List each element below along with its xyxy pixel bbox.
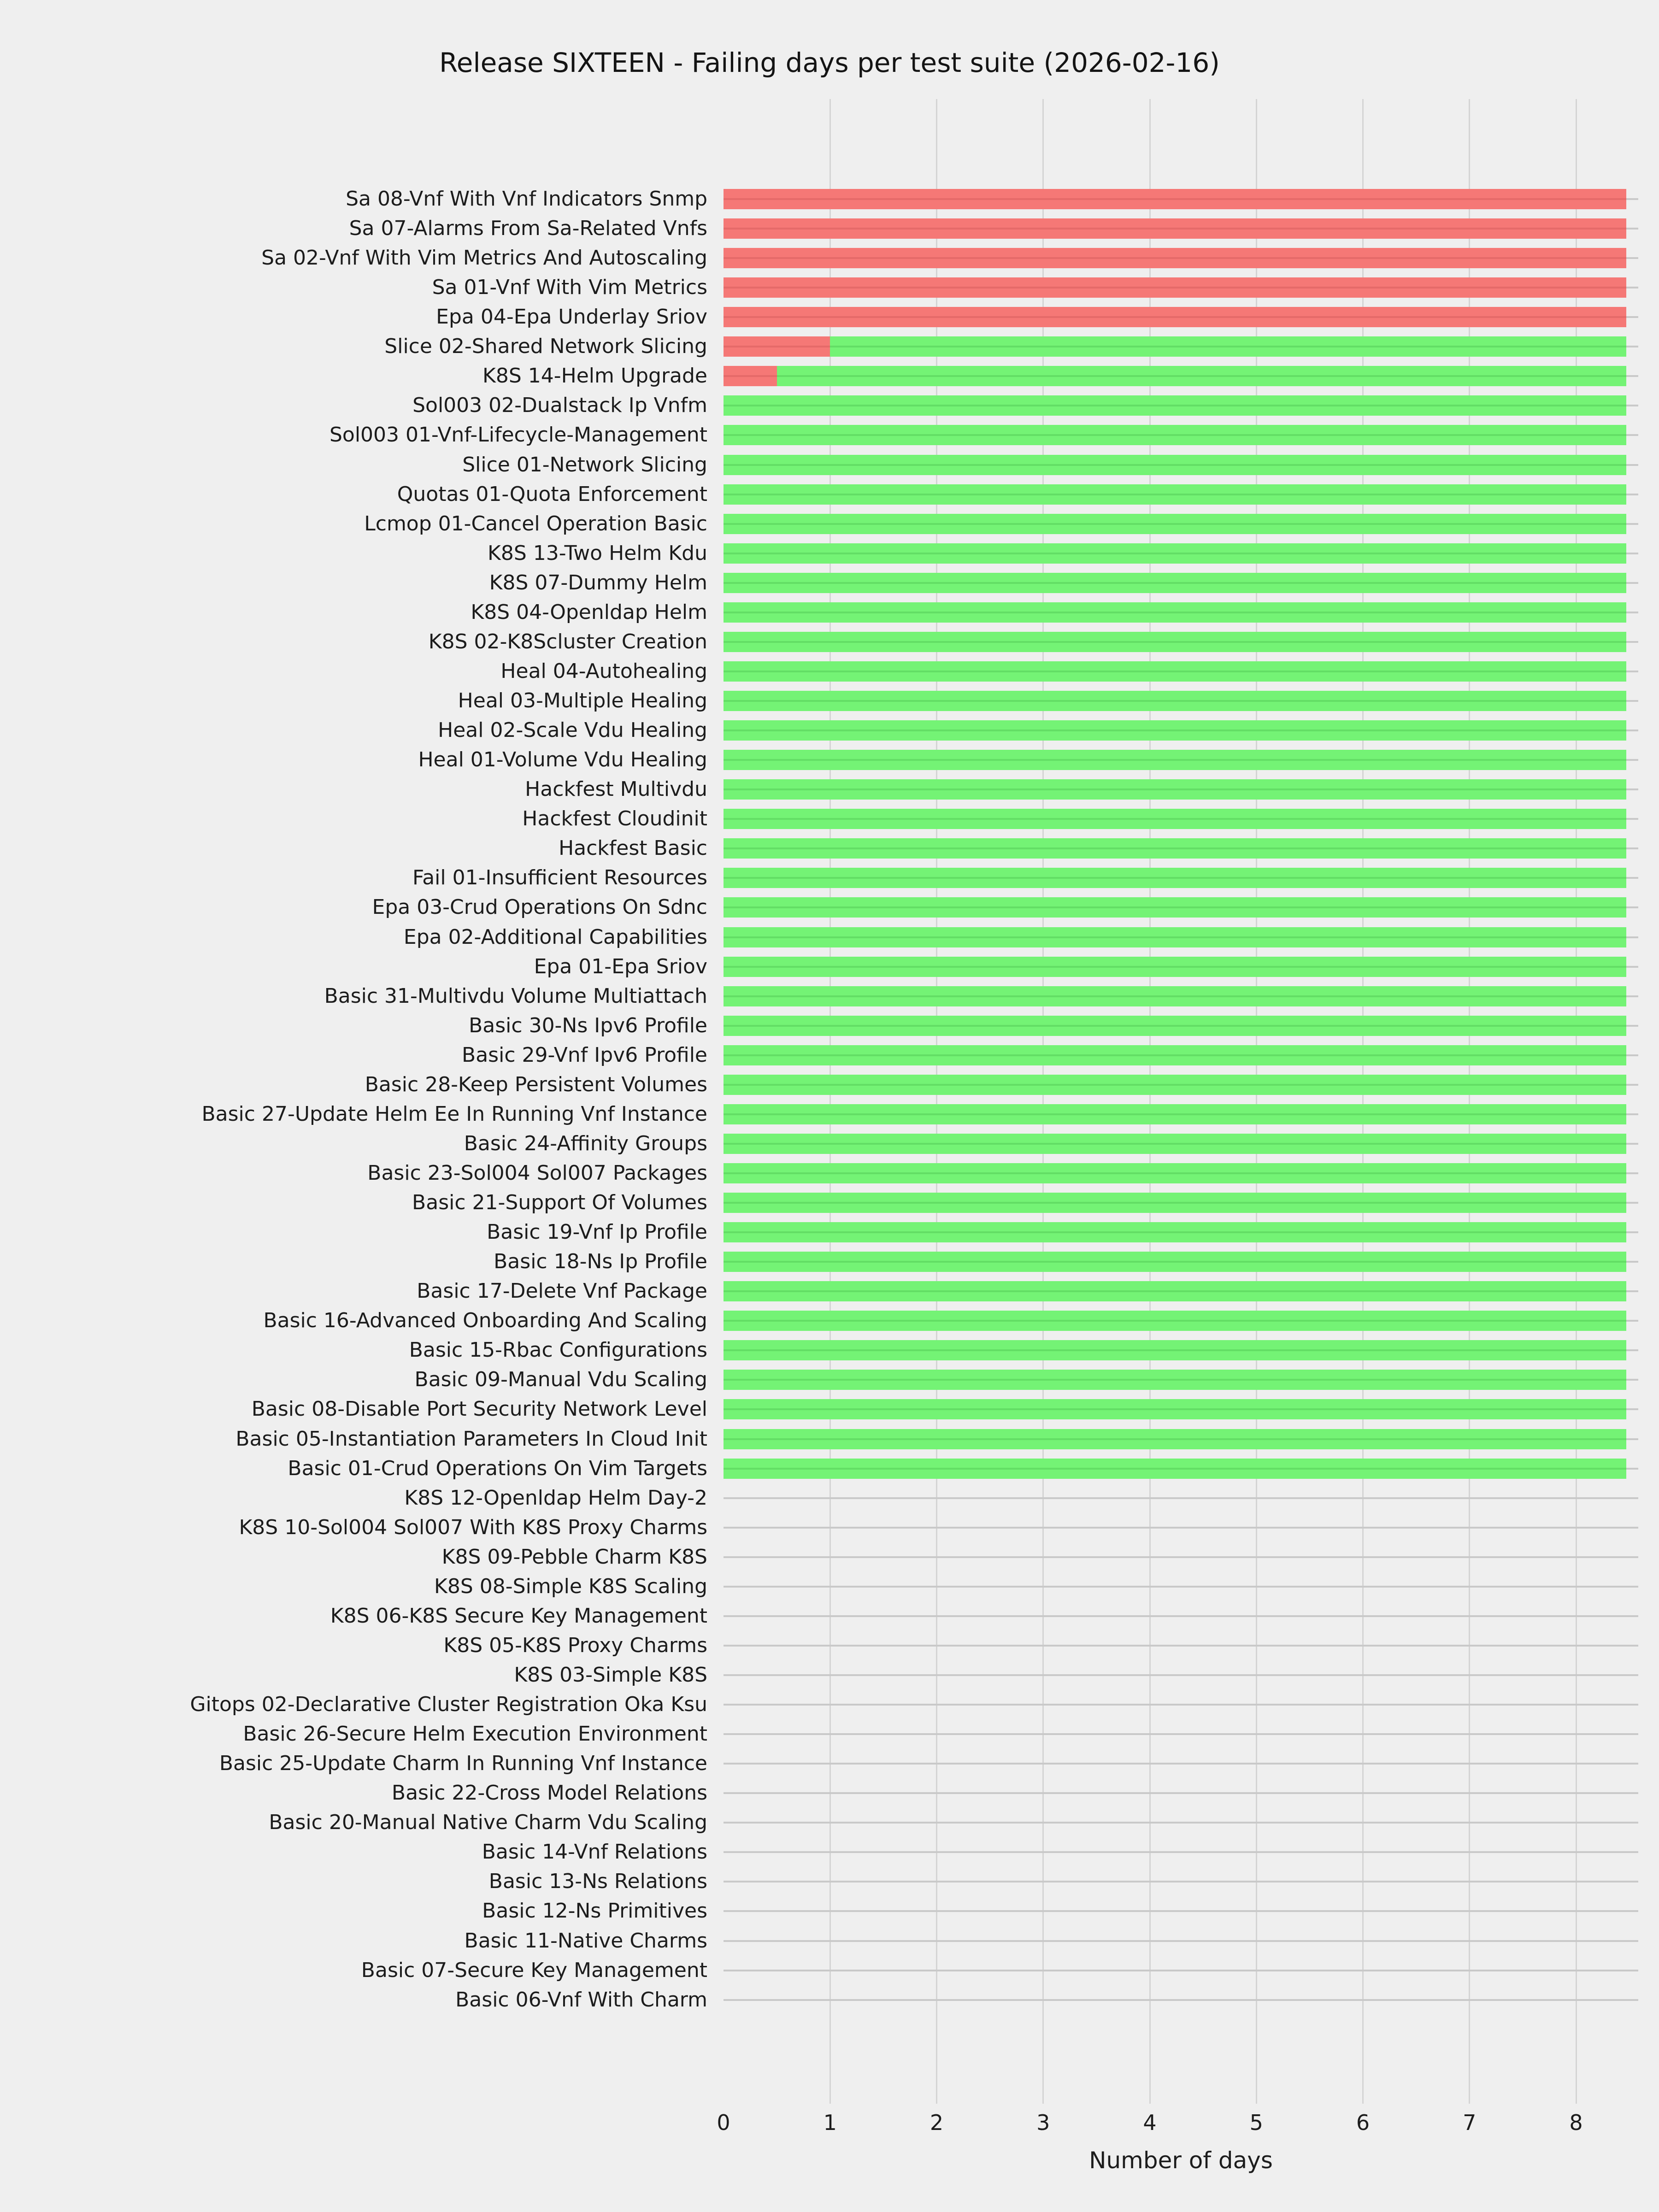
bar-segment-green [724,1045,1626,1065]
category-gridline [724,1881,1638,1883]
category-gridline [724,1497,1638,1499]
suite-label: Sol003 01-Vnf-Lifecycle-Management [329,423,707,447]
bar-segment-red [724,218,1626,239]
bar-segment-green [724,1370,1626,1390]
suite-label: Heal 03-Multiple Healing [458,689,707,713]
bar-segment-green [724,986,1626,1006]
suite-label: Hackfest Basic [559,836,707,860]
suite-label: Basic 25-Update Charm In Running Vnf Instance [219,1752,707,1776]
suite-label: K8S 03-Simple K8S [514,1663,707,1687]
category-gridline [724,1763,1638,1765]
suite-label: Quotas 01-Quota Enforcement [397,482,707,506]
x-tick-label: 7 [1463,2110,1477,2135]
x-tick-label: 5 [1249,2110,1263,2135]
category-gridline [724,1999,1638,2001]
category-gridline [724,1851,1638,1853]
bar-segment-green [724,661,1626,682]
bar-segment-green [724,395,1626,416]
bar-segment-green [724,1281,1626,1301]
bar-segment-green [724,602,1626,623]
suite-label: Basic 30-Ns Ipv6 Profile [469,1013,707,1037]
x-tick-label: 6 [1356,2110,1370,2135]
suite-label: K8S 08-Simple K8S Scaling [434,1574,707,1598]
suite-label: K8S 07-Dummy Helm [489,571,707,594]
bar-segment-green [724,573,1626,593]
bar-segment-green [724,1163,1626,1183]
category-gridline [724,1792,1638,1794]
suite-label: Sa 08-Vnf With Vnf Indicators Snmp [346,187,707,211]
suite-label: Basic 28-Keep Persistent Volumes [365,1072,707,1096]
suite-label: Basic 13-Ns Relations [488,1870,707,1894]
suite-label: Basic 24-Affinity Groups [464,1131,707,1155]
category-gridline [724,1586,1638,1588]
category-gridline [724,1704,1638,1706]
bar-segment-green [724,957,1626,977]
bar-segment-green [724,1193,1626,1213]
suite-label: Basic 27-Update Helm Ee In Running Vnf Instance [201,1102,707,1126]
suite-label: Basic 15-Rbac Configurations [409,1338,707,1362]
suite-label: Basic 29-Vnf Ipv6 Profile [462,1043,707,1067]
suite-label: K8S 12-Openldap Helm Day-2 [404,1486,707,1510]
suite-label: Lcmop 01-Cancel Operation Basic [364,512,707,535]
bar-segment-green [724,897,1626,918]
x-tick-label: 1 [823,2110,837,2135]
suite-label: Basic 08-Disable Port Security Network Level [251,1397,707,1421]
category-gridline [724,1556,1638,1558]
bar-segment-green [724,1222,1626,1242]
suite-label: Basic 05-Instantiation Parameters In Cloud Init [235,1427,707,1451]
suite-label: Basic 09-Manual Vdu Scaling [414,1368,707,1392]
plot-area [724,99,1638,2104]
suite-label: Basic 26-Secure Helm Execution Environment [243,1722,707,1746]
x-tick-label: 8 [1569,2110,1583,2135]
suite-label: Epa 01-Epa Sriov [534,954,707,978]
bar-segment-green [724,425,1626,445]
bar-segment-green [724,1429,1626,1449]
bar-segment-red [724,189,1626,209]
bar-segment-green [777,366,1626,386]
bar-segment-green [724,691,1626,711]
bar-segment-green [724,1311,1626,1331]
suite-label: Epa 03-Crud Operations On Sdnc [372,895,707,919]
bar-segment-green [724,809,1626,829]
suite-label: Basic 11-Native Charms [464,1929,707,1953]
suite-label: K8S 10-Sol004 Sol007 With K8S Proxy Charms [239,1515,707,1539]
suite-label: K8S 06-K8S Secure Key Management [330,1604,707,1628]
bar-segment-green [724,868,1626,888]
bar-segment-green [724,1399,1626,1419]
category-gridline [724,1674,1638,1676]
suite-label: Heal 02-Scale Vdu Healing [438,718,707,742]
suite-label: Basic 19-Vnf Ip Profile [487,1220,707,1244]
suite-label: K8S 05-K8S Proxy Charms [443,1633,707,1657]
suite-label: K8S 02-K8Scluster Creation [428,629,707,653]
suite-label: Basic 16-Advanced Onboarding And Scaling [263,1309,707,1333]
category-gridline [724,1970,1638,1971]
suite-label: Basic 20-Manual Native Charm Vdu Scaling [269,1811,707,1835]
category-gridline [724,1910,1638,1912]
suite-label: Slice 01-Network Slicing [462,453,707,477]
bar-segment-green [724,1459,1626,1479]
category-gridline [724,1645,1638,1647]
bar-segment-green [724,1075,1626,1095]
suite-label: Gitops 02-Declarative Cluster Registration Oka Ksu [190,1693,707,1717]
bar-segment-red [724,336,830,357]
suite-label: K8S 04-Openldap Helm [471,600,707,624]
suite-label: Basic 31-Multivdu Volume Multiattach [324,984,707,1008]
suite-label: Sa 01-Vnf With Vim Metrics [432,276,707,300]
suite-label: Basic 14-Vnf Relations [482,1840,707,1864]
x-tick-label: 4 [1143,2110,1157,2135]
suite-label: Epa 04-Epa Underlay Sriov [436,305,707,329]
bar-segment-green [724,1016,1626,1036]
bar-segment-green [724,484,1626,505]
suite-label: Basic 06-Vnf With Charm [455,1988,707,2012]
bar-segment-green [724,750,1626,770]
bar-segment-green [830,336,1626,357]
suite-label: Heal 04-Autohealing [500,659,707,683]
suite-label: Basic 22-Cross Model Relations [391,1781,707,1805]
bar-segment-green [724,514,1626,534]
y-axis-labels [0,0,707,2212]
bar-segment-green [724,543,1626,564]
suite-label: Basic 07-Secure Key Management [361,1958,707,1982]
suite-label: Hackfest Cloudinit [522,807,707,831]
bar-segment-green [724,779,1626,800]
bar-segment-green [724,455,1626,475]
bar-segment-green [724,1104,1626,1124]
suite-label: Basic 17-Delete Vnf Package [417,1279,707,1303]
x-tick-label: 3 [1036,2110,1050,2135]
suite-label: Sa 02-Vnf With Vim Metrics And Autoscaling [261,246,707,270]
suite-label: Heal 01-Volume Vdu Healing [418,748,707,772]
suite-label: Sa 07-Alarms From Sa-Related Vnfs [349,217,707,241]
suite-label: Hackfest Multivdu [525,777,707,801]
bar-segment-green [724,1340,1626,1360]
x-tick-label: 0 [717,2110,730,2135]
bar-segment-red [724,277,1626,298]
bar-segment-green [724,927,1626,947]
suite-label: Epa 02-Additional Capabilities [403,925,707,949]
suite-label: Basic 21-Support Of Volumes [412,1191,707,1215]
bar-segment-green [724,632,1626,652]
suite-label: K8S 13-Two Helm Kdu [488,541,707,565]
chart-title: Release SIXTEEN - Failing days per test suite (2026-02-16) [439,47,1220,78]
category-gridline [724,1733,1638,1735]
bar-segment-red [724,307,1626,327]
bar-segment-green [724,838,1626,859]
suite-label: Basic 12-Ns Primitives [482,1899,707,1923]
category-gridline [724,1615,1638,1617]
suite-label: K8S 09-Pebble Charm K8S [441,1545,707,1569]
suite-label: Slice 02-Shared Network Slicing [384,335,707,359]
x-tick-label: 2 [930,2110,944,2135]
category-gridline [724,1940,1638,1942]
suite-label: Sol003 02-Dualstack Ip Vnfm [412,394,707,418]
bar-segment-red [724,366,777,386]
bar-segment-green [724,1134,1626,1154]
suite-label: Basic 01-Crud Operations On Vim Targets [288,1456,707,1480]
category-gridline [724,1527,1638,1529]
suite-label: Basic 18-Ns Ip Profile [494,1250,707,1274]
bar-segment-green [724,1252,1626,1272]
x-axis-title: Number of days [1089,2147,1273,2174]
category-gridline [724,1822,1638,1824]
suite-label: K8S 14-Helm Upgrade [482,364,707,388]
bar-segment-red [724,248,1626,268]
bar-segment-green [724,720,1626,741]
suite-label: Fail 01-Insufficient Resources [412,866,707,890]
suite-label: Basic 23-Sol004 Sol007 Packages [367,1161,707,1185]
